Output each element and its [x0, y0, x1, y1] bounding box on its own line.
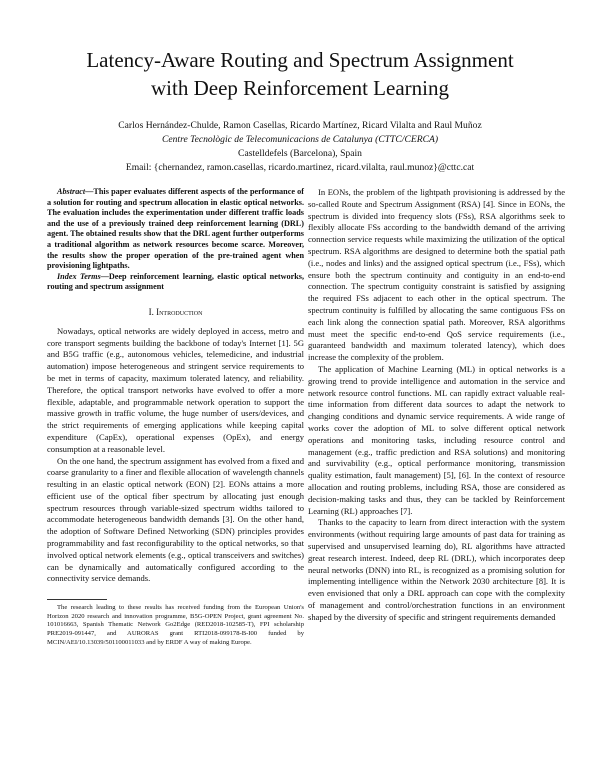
abstract-lead: Abstract—	[57, 187, 94, 196]
author-block	[40, 119, 560, 175]
footnote-divider	[47, 599, 107, 600]
left-column	[47, 187, 304, 647]
paragraph: In EONs, the problem of the lightpath provisioning is addressed by the so-called Route and Spectrum Assignment (RSA) [4]. Since in EONs, the spectrum is divided into frequency slots (FSs), RSA algorithms seek to flexibly allocate FSs according to the bandwidth demand of the arriving connection service requests while maximizing the utilization of the optical spectrum. RSA algorithms are designed to determine both the spatial path (i.e., nodes and links) and the assigned optical spectrum (i.e., FSs), which ensure both the spectrum continuity and contiguity in an end-to-end connection. The spectrum contiguity constraint is satisfied by assigning the required FSs adjacent to each other in the optical spectrum. The spectrum continuity is fulfilled by allocating the same contiguous FSs on each link along the connection spatial path. Moreover, RSA algorithms must meet the specific end-to-end QoS service requirements (i.e., guaranteed bandwidth and maximum tolerated latency), which does increase the complexity of the problem.	[308, 187, 565, 363]
index-terms-lead: Index Terms	[57, 271, 101, 281]
author-email: Email: {chernandez, ramon.casellas, ricardo.martinez, ricard.vilalta, raul.munoz}@cttc.cat	[125, 162, 475, 173]
title-line-1: Latency-Aware Routing and Spectrum Assignment	[86, 48, 514, 72]
index-terms-text: —Deep reinforcement learning, elastic optical networks, routing and spectrum assignment	[47, 271, 305, 292]
index-terms	[47, 272, 304, 293]
author-affiliation: Centre Tecnològic de Telecomunicacions de Catalunya (CTTC/CERCA)	[161, 134, 439, 145]
paragraph: The application of Machine Learning (ML) in optical networks is a growing trend to provide intelligence and automation in the service and network resource control functions. ML can rapidly extract valuable real-time information from different data sources to adapt the network to changing conditions and dynamic service requirements. A wide range of works cover the adoption of ML to solve different optical network operations and monitoring tasks, including resource control and management (e.g., traffic prediction and RSA solutions) and monitoring and survivability (e.g., optical performance monitoring, transmission quality estimation, fault management) [5], [6]. In the context of resource allocation and routing problems, including RSA, those are considered as decision-making tasks and thus, they can be tackled by Reinforcement Learning (RL) approaches [7].	[308, 363, 565, 516]
paper-title	[40, 46, 560, 102]
right-column	[308, 187, 565, 623]
abstract	[47, 187, 304, 272]
paragraph: Thanks to the capacity to learn from direct interaction with the system environments (without requiring large amounts of past data for training as supervised and unsupervised learning do), RL algorithms have attracted great research interest. Indeed, deep RL (DRL), which incorporates deep neural networks (DNN) into RL, is recognized as a promising solution for implementing intelligence within the Network 2030 architecture [8]. It is even envisioned that only a DRL approach can cope with the complexity of management and control/orchestration functions in an environment shaped by the diversity of specific and stringent requirements demanded	[308, 517, 565, 622]
author-location: Castelldefels (Barcelona), Spain	[238, 148, 362, 159]
abstract-text: This paper evaluates different aspects of the performance of a solution for routing and spectrum allocation in elastic optical networks. The evaluation includes the experimentation under different traffic loads and the use of a previously trained deep reinforcement learning (DRL) agent. The obtained results show that the DRL agent further outperforms a traditional algorithm as network resources become scarce. Moreover, the results show the proper operation of the pre-trained agent when provisioning lightpaths.	[47, 187, 304, 271]
paragraph: Nowadays, optical networks are widely deployed in access, metro and core transport segments building the backbone of today's Internet [1]. 5G and B5G traffic (e.g., autonomous vehicles, telemedicine, and industrial automation) impose heterogeneous and stringent service requirements to be met in terms of capacity, maximum tolerated latency, and reliability. Therefore, the optical transport networks have evolved to offer a more flexible, adaptable, and programmable network operation to support the massive growth in traffic volume, the huge number of users/devices, and the strict requirements of emerging applications while keeping capital expenditure (CapEx), operational expenses (OpEx), and energy consumption at a reasonable level.	[47, 325, 304, 454]
section-heading-introduction: I. Introduction	[148, 306, 203, 317]
title-line-2: with Deep Reinforcement Learning	[151, 76, 449, 100]
funding-footnote: The research leading to these results has received funding from the European Union's Horizon 2020 research and innovation programme, B5G-OPEN Project, grant agreement No. 101016663, Spanish Thematic Network Go2Edge (RED2018-102585-T), FPI scholarship PRE2019-091447, and AURORAS grant RTI2018-099178-B-I00 funded by MCIN/AEI/10.13039/501100011033 and by ERDF A way of making Europe.	[47, 604, 304, 646]
author-names: Carlos Hernández-Chulde, Ramon Casellas, Ricardo Martínez, Ricard Vilalta and Raul Muñoz	[118, 120, 482, 131]
paragraph: On the one hand, the spectrum assignment has evolved from a fixed and coarse granularity to a finer and flexible allocation of wavelength channels resulting in an elastic optical network (EON) [2]. EONs attains a more efficient use of the optical fiber spectrum by allocating just enough spectrum resources through variable-sized spectrum widths tailored to accommodate heterogeneous bandwidth demands [3]. On the other hand, the adoption of Software Defined Networking (SDN) principles provides programmability and fast reconfigurability to the optical networks, so that involved optical network elements (e.g., optical transceivers and switches) can be dynamically and automatically configured according to the connectivity service demands.	[47, 455, 304, 584]
